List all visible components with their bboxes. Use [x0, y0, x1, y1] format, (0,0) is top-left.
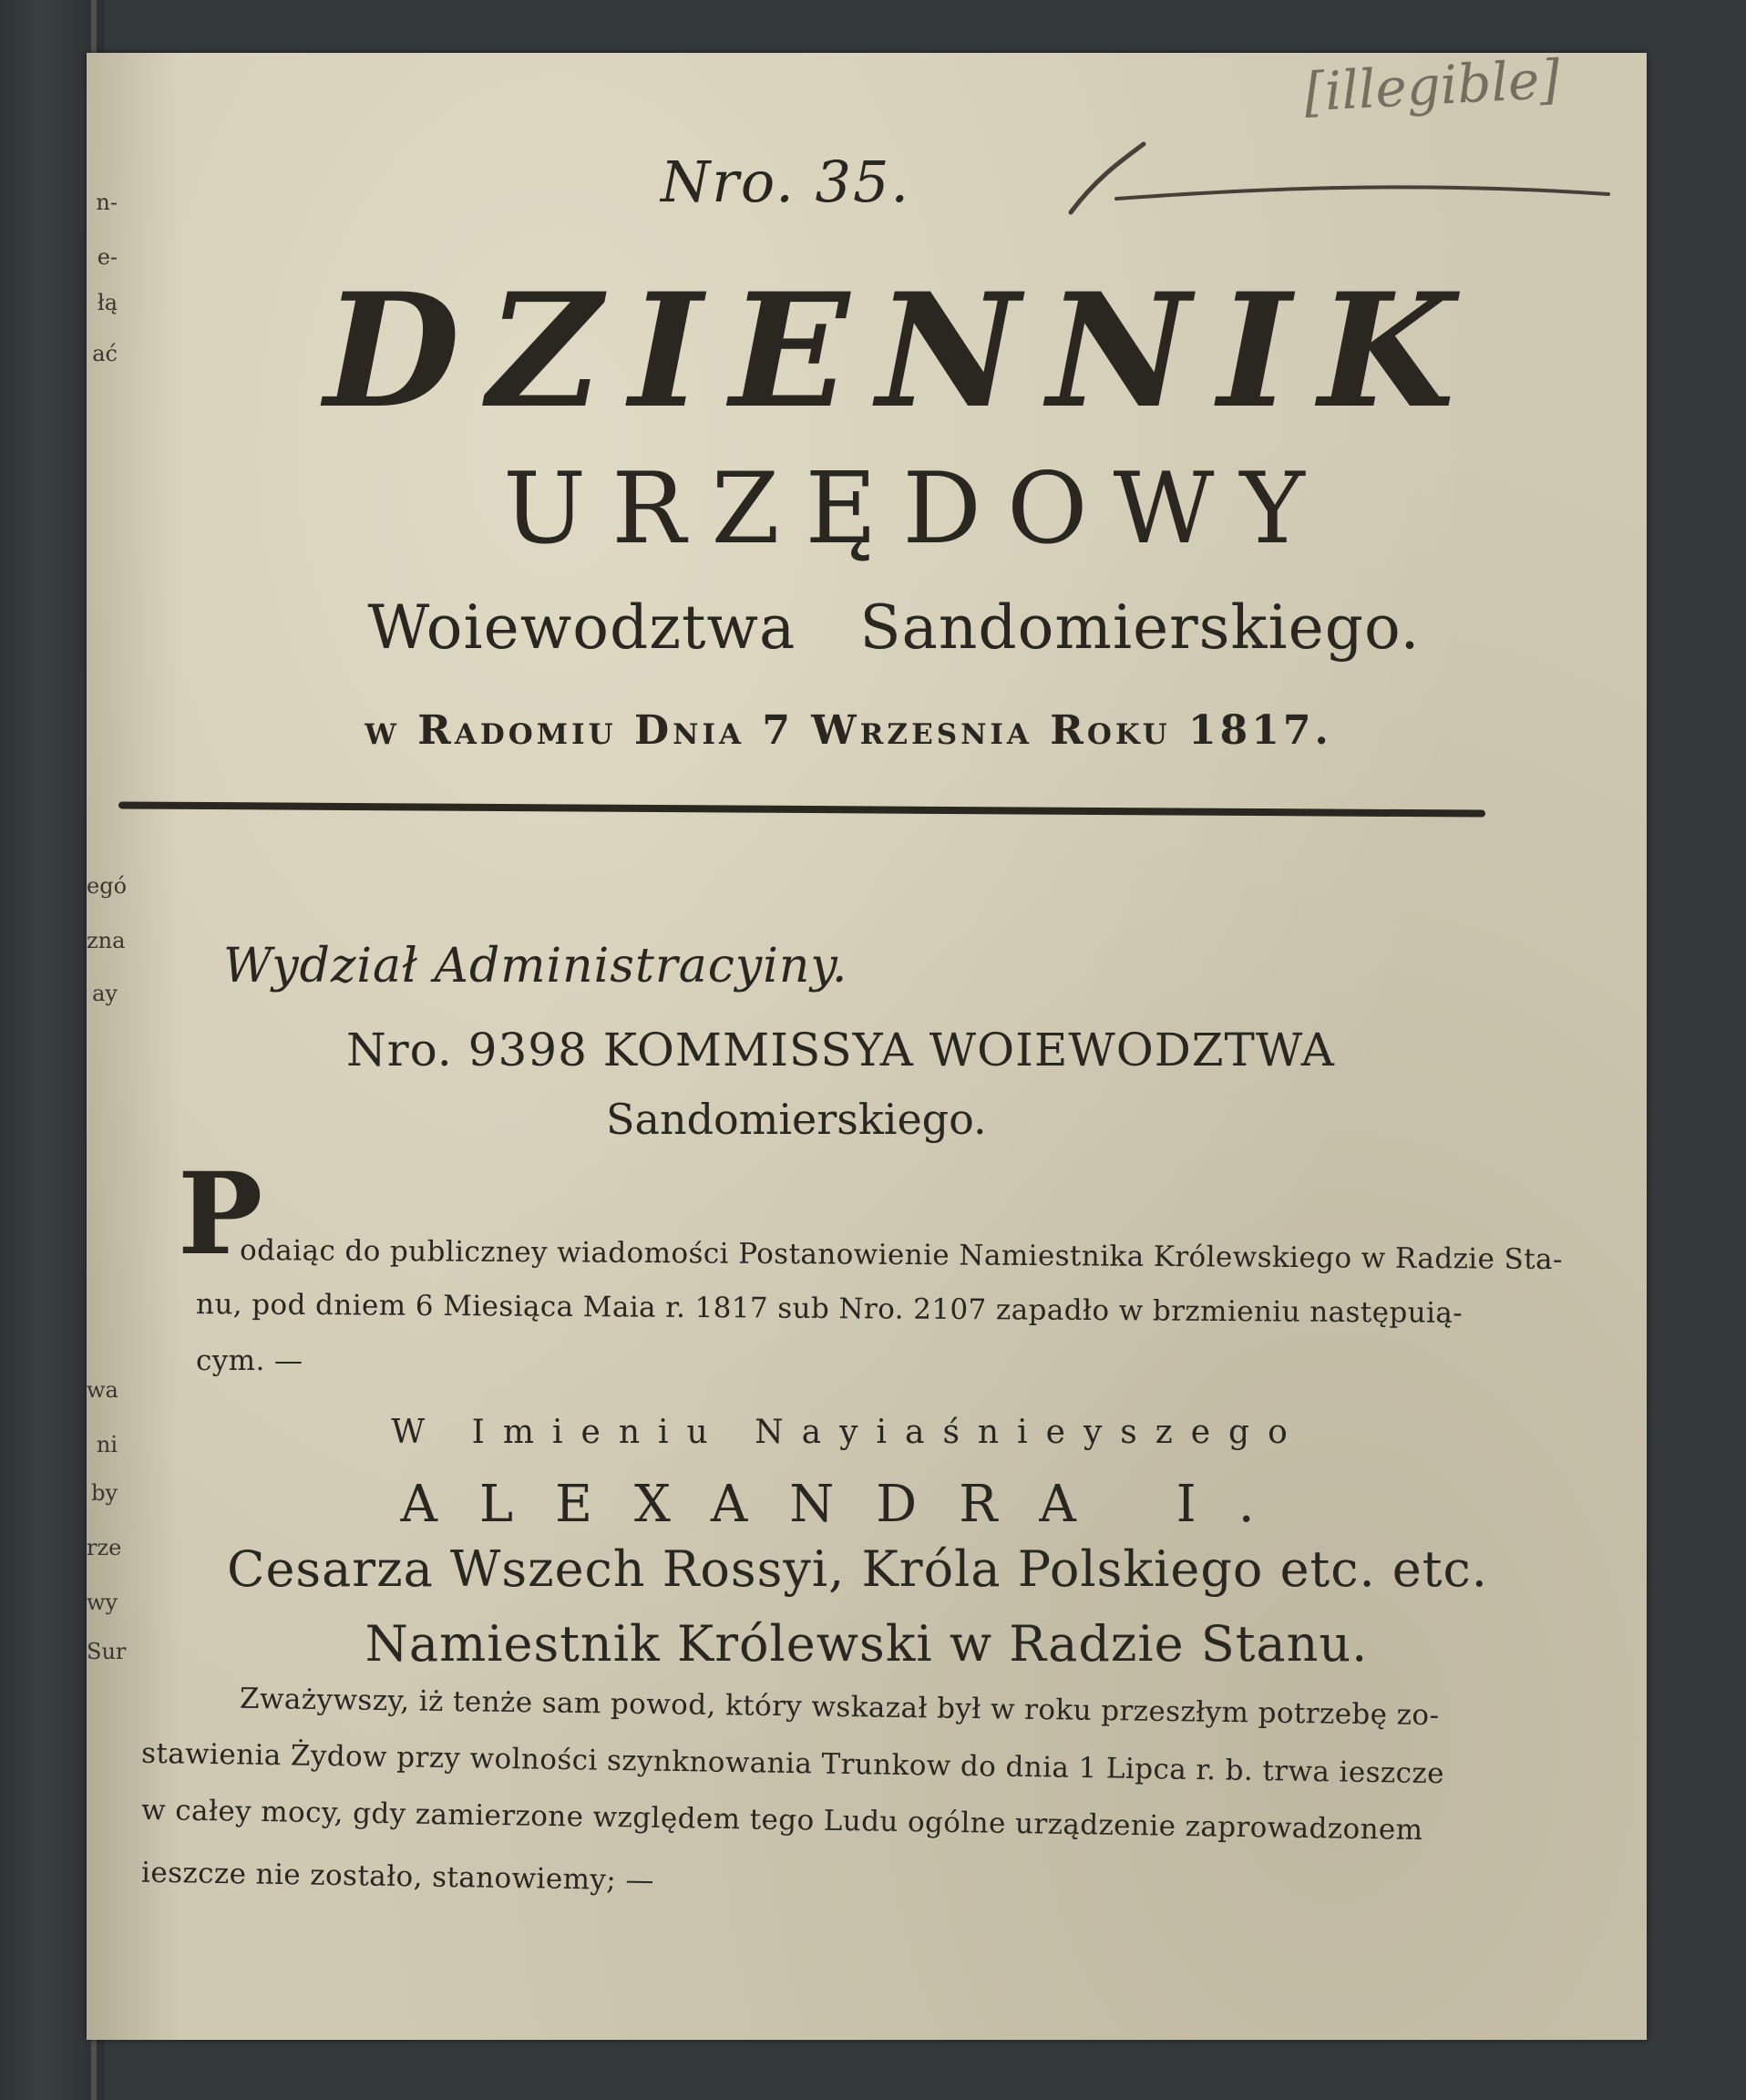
proclamation-line: W Imieniu Nayiaśnieyszego — [391, 1414, 1306, 1451]
margin-fragment: wy — [87, 1590, 118, 1615]
margin-fragment: łą — [97, 290, 118, 315]
masthead-subtitle: URZĘDOWY — [503, 452, 1330, 566]
body-line: stawienia Żydow przy wolności szynknowania Trunkow do dnia 1 Lipca r. b. trwa ieszcze — [140, 1736, 1445, 1791]
dateline: w Radomiu Dnia 7 Wrzesnia Roku 1817. — [365, 707, 1332, 754]
intro-line: nu, pod dniem 6 Miesiąca Maia r. 1817 sub Nro. 2107 zapadło w brzmieniu następuią- — [195, 1288, 1464, 1330]
commission-region: Sandomierskiego. — [606, 1095, 987, 1144]
margin-fragment: zna — [87, 928, 126, 953]
margin-fragment: rze — [87, 1535, 122, 1560]
body-line: w całey mocy, gdy zamierzone względem tego Ludu ogólne urządzenie zaprowadzonem — [140, 1793, 1423, 1848]
department-heading: Wydział Administracyiny. — [223, 939, 848, 993]
body-line: Zważywszy, iż tenże sam powod, który wskazał był w roku przeszłym potrzebę zo- — [239, 1682, 1440, 1733]
proclamation-title: Cesarza Wszech Rossyi, Króla Polskiego etc. etc. — [227, 1540, 1488, 1598]
margin-fragment: by — [91, 1480, 118, 1506]
intro-line: odaiąc do publiczney wiadomości Postanowienie Namiestnika Królewskiego w Radzie Sta- — [239, 1233, 1563, 1277]
intro-line: cym. — — [196, 1344, 303, 1377]
commission-heading: Nro. 9398 KOMMISSYA WOIEWODZTWA — [346, 1024, 1335, 1076]
region-left: Woiewodztwa — [367, 592, 796, 663]
margin-fragment: ni — [96, 1432, 118, 1457]
margin-fragment: n- — [96, 190, 118, 215]
proclamation-office: Namiestnik Królewski w Radzie Stanu. — [365, 1615, 1369, 1673]
margin-fragment: egó — [87, 873, 128, 899]
margin-fragment: ay — [92, 981, 118, 1006]
newspaper-page — [87, 47, 1647, 2040]
margin-fragment: e- — [97, 244, 118, 270]
proclamation-name: ALEXANDRA I. — [400, 1475, 1297, 1534]
drop-cap: P — [178, 1148, 263, 1281]
handwritten-annotation: [illegible] — [1302, 47, 1562, 124]
margin-fragment: wa — [87, 1377, 118, 1403]
margin-fragment: ać — [92, 341, 118, 366]
masthead-rule — [118, 801, 1485, 817]
margin-fragment: Sur — [87, 1639, 127, 1664]
body-line: ieszcze nie zostało, stanowiemy; — — [140, 1856, 655, 1898]
region-right: Sandomierskiego. — [859, 592, 1421, 663]
issue-number: Nro. 35. — [661, 149, 911, 215]
masthead-region — [114, 592, 1674, 663]
handwritten-underline — [1062, 139, 1627, 221]
masthead-title: DZIENNIK — [324, 258, 1483, 443]
